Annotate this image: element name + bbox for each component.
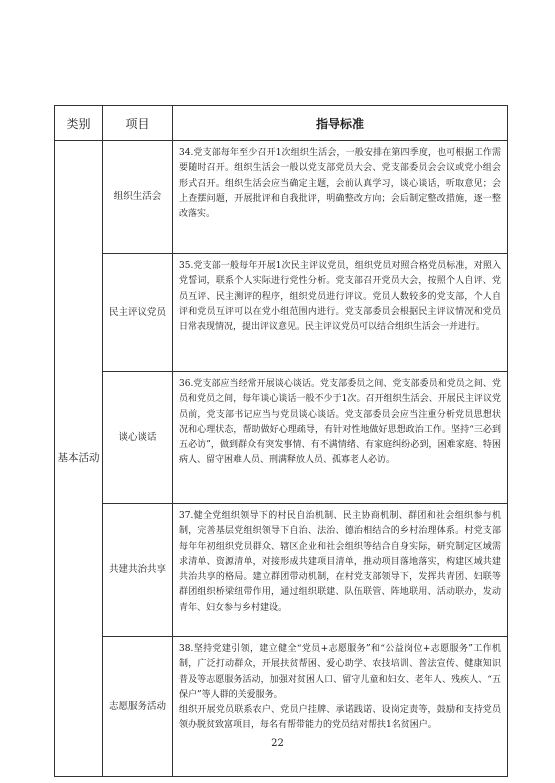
item-cell: 民主评议党员: [103, 254, 173, 372]
standard-paragraph: 组织开展党员联系农户、党员户挂牌、承诺践诺、设岗定责等，鼓励和支持党员领办脱贫致富项目，每名有帮带能力的党员结对帮扶1名贫困户。: [179, 705, 501, 731]
table-row: [55, 372, 508, 504]
standard-cell: [173, 504, 508, 637]
item-cell: 共建共治共享: [103, 504, 173, 637]
standard-paragraph: 35.党支部一般每年开展1次民主评议党员，组织党员对照合格党员标准，对照入党誓词，联系个人实际进行党性分析。党支部召开党员大会，按照个人自评、党员互评、民主测评的程序，组织党员进行评议。党员人数较多的党支部，个人自评和党员互评可以在党小组范围内进行。党支部委员会根据民主评议情况和党员日常表现情况，提出评议意见。民主评议党员可以结合组织生活会一并进行。: [179, 261, 501, 333]
standard-cell: [173, 372, 508, 504]
category-cell: 基本活动: [55, 141, 103, 777]
standard-paragraph: 36.党支部应当经常开展谈心谈话。党支部委员之间、党支部委员和党员之间、党员和党员之间，每年谈心谈话一般不少于1次。召开组织生活会、开展民主评议党员前，党支部书记应当与党员谈心谈话。党支部委员会应当注重分析党员思想状况和心理状态，帮助做好心理疏导，有针对性地做好思想政治工作。坚持“三必到五必访”，做到群众有突发事情、有不满情绪、有家庭纠纷必到，困难家庭、特困病人、留守困难人员、刑满释放人员、孤寡老人必访。: [179, 379, 501, 466]
table-row: [55, 254, 508, 372]
table-row: [55, 637, 508, 777]
guidance-table: [54, 105, 508, 777]
standard-cell: [173, 141, 508, 254]
table-header-row: [55, 106, 508, 141]
standard-cell: [173, 254, 508, 372]
header-standard: 指导标准: [173, 106, 508, 141]
page-number: 22: [271, 738, 284, 749]
standard-paragraph: 37.健全党组织领导下的村民自治机制、民主协商机制、群团和社会组织参与机制，完善基层党组织领导下自治、法治、德治相结合的乡村治理体系。村党支部每年年初组织党员群众、辖区企业和社会组织等结合自身实际，研究制定区域需求清单、资源清单，对接形成共建项目清单，推动项目落地落实，构建区域共建共治共享的格局。建立群团带动机制，在村党支部领导下，发挥共青团、妇联等群团组织桥梁纽带作用，通过组织联建、队伍联管、阵地联用、活动联办，发动青年、妇女参与乡村建设。: [179, 511, 501, 613]
standard-paragraph: 38.坚持党建引领，建立健全“党员+志愿服务”和“公益岗位+志愿服务”工作机制，广泛打动群众，开展扶贫帮困、爱心助学、农技培训、普法宣传、健康知识普及等志愿服务活动，加强对贫困人口、留守儿童和妇女、老年人、残疾人、“五保户”等人群的关爱服务。: [179, 644, 501, 700]
item-cell: 组织生活会: [103, 141, 173, 254]
header-category: 类别: [55, 106, 103, 141]
item-cell: 谈心谈话: [103, 372, 173, 504]
standard-paragraph: 34.党支部每年至少召开1次组织生活会，一般安排在第四季度，也可根据工作需要随时召开。组织生活会一般以党支部党员大会、党支部委员会会议或党小组会形式召开。组织生活会应当确定主题，会前认真学习，谈心谈话，听取意见；会上查摆问题，开展批评和自我批评，明确整改方向；会后制定整改措施，逐一整改落实。: [179, 148, 501, 220]
table-row: [55, 141, 508, 254]
standard-cell: [173, 637, 508, 777]
header-item: 项目: [103, 106, 173, 141]
table-row: [55, 504, 508, 637]
item-cell: 志愿服务活动: [103, 637, 173, 777]
